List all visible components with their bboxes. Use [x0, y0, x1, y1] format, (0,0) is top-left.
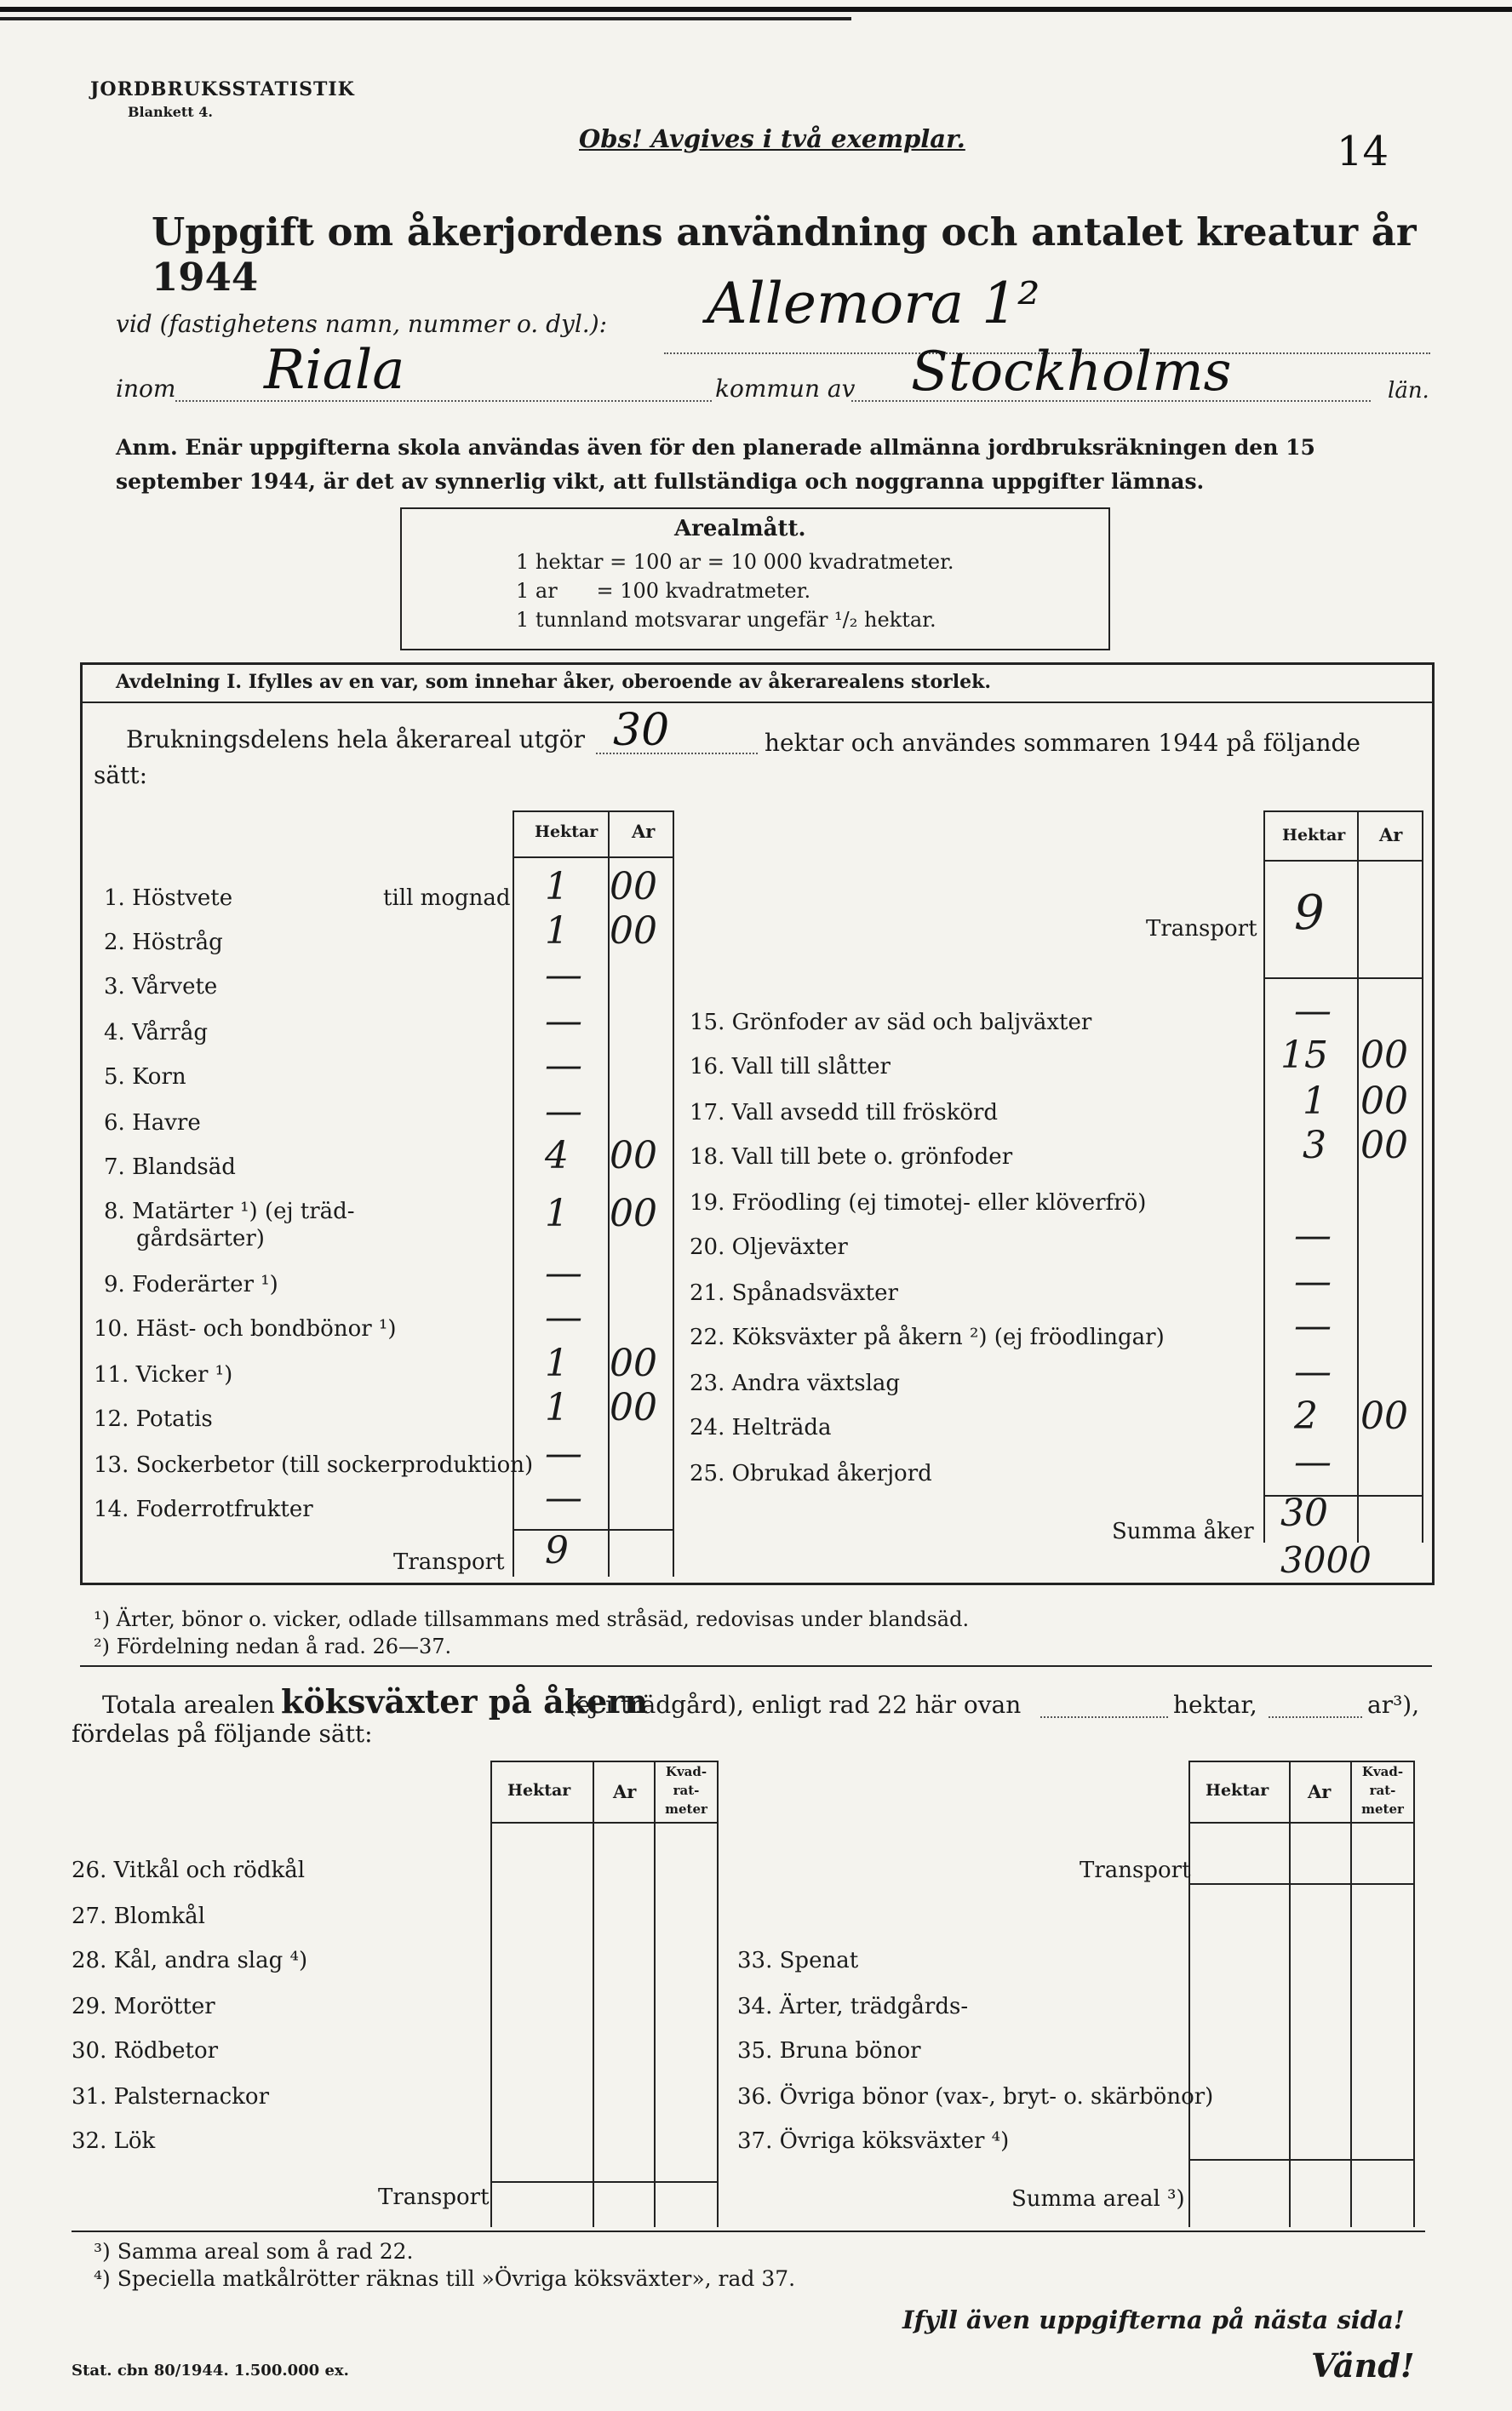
s2-summa-areal: Summa areal ³): [1011, 2186, 1185, 2212]
row-23-label: 23. Andra växtslag: [690, 1371, 901, 1396]
row-17-hektar[interactable]: 1: [1303, 1080, 1326, 1123]
row-2-ar[interactable]: 00: [610, 909, 657, 953]
left-header-rule: [513, 856, 674, 858]
row-24-hektar[interactable]: 2: [1294, 1394, 1318, 1438]
lan-label: län.: [1388, 378, 1429, 404]
left-col-hektar: Hektar: [535, 822, 598, 841]
row-9-label: 9. Foderärter ¹): [104, 1272, 278, 1297]
areal-line-3: 1 tunnland motsvarar ungefär ¹/₂ hektar.: [516, 608, 936, 632]
section-2-intro-d: ar³),: [1367, 1691, 1420, 1719]
summa-aker-label: Summa åker: [1112, 1519, 1254, 1544]
row-19-label: 19. Fröodling (ej timotej- eller klöverfrö): [690, 1190, 1147, 1216]
inom-dotline: [175, 400, 712, 402]
total-area-value[interactable]: 30: [613, 705, 670, 756]
row-33-label: 33. Spenat: [737, 1948, 859, 1973]
section-divider: [80, 1665, 1432, 1667]
s2-left-col-3: [654, 1761, 656, 2227]
row-18-hektar[interactable]: 3: [1303, 1124, 1326, 1167]
section-2-intro-b: (ej i trädgård), enligt rad 22 här ovan: [567, 1691, 1022, 1719]
vid-value[interactable]: Allemora 1²: [707, 271, 1040, 336]
right-col-hektar: Hektar: [1282, 826, 1346, 845]
row-17-ar[interactable]: 00: [1360, 1080, 1408, 1123]
row-35-label: 35. Bruna bönor: [737, 2038, 921, 2064]
row-4-label: 4. Vårråg: [104, 1020, 208, 1045]
right-top-rule: [1263, 810, 1423, 812]
row-4-hektar[interactable]: —: [545, 999, 582, 1043]
row-21-hektar[interactable]: —: [1294, 1260, 1332, 1303]
row-8-label-cont: gårdsärter): [136, 1226, 265, 1251]
row-37-label: 37. Övriga köksväxter ⁴): [737, 2128, 1010, 2154]
row-1-label: 1. Höstvete: [104, 885, 233, 911]
row-22-label: 22. Köksväxter på åkern ²) (ej fröodlingar): [690, 1325, 1165, 1350]
row-12-label: 12. Potatis: [94, 1406, 213, 1432]
row-23-hektar[interactable]: —: [1294, 1350, 1332, 1394]
s2-right-col-hektar: Hektar: [1206, 1781, 1269, 1800]
row-5-hektar[interactable]: —: [545, 1044, 582, 1087]
section-2-intro-e: fördelas på följande sätt:: [72, 1720, 373, 1748]
row-6-hektar[interactable]: —: [545, 1090, 582, 1133]
s2-right-col-1: [1188, 1761, 1190, 2227]
right-ar-right: [1422, 810, 1423, 1543]
left-top-rule: [513, 810, 674, 812]
print-info: Stat. cbn 80/1944. 1.500.000 ex.: [72, 2362, 349, 2380]
s2-right-col-2: [1289, 1761, 1291, 2227]
footnote-1: ¹) Ärter, bönor o. vicker, odlade tillsammans med stråsäd, redovisas under blandsäd.: [94, 1607, 970, 1631]
note-text: Anm. Enär uppgifterna skola användas även för den planerade allmänna jordbruksräkningen den 15 september 1944, är det av synnerlig vikt, att fullständiga och noggranna uppgifter lämnas.: [116, 435, 1315, 494]
row-3-label: 3. Vårvete: [104, 974, 218, 999]
right-transport-label: Transport: [1146, 916, 1257, 942]
right-transport-rule: [1263, 977, 1423, 979]
right-transport-value[interactable]: 9: [1294, 885, 1325, 941]
form-number: Blankett 4.: [128, 104, 213, 120]
right-hektar-ar: [1357, 810, 1359, 1543]
page-number: 14: [1337, 128, 1389, 175]
left-col-ar: Ar: [632, 821, 656, 842]
row-29-label: 29. Morötter: [72, 1994, 215, 2019]
section-2-intro-a: Totala arealen: [102, 1691, 275, 1719]
scan-edge-top: [0, 7, 1512, 12]
row-18-ar[interactable]: 00: [1360, 1124, 1408, 1167]
s2-left-col-1: [490, 1761, 492, 2227]
footnote-2: ²) Fördelning nedan å rad. 26—37.: [94, 1635, 452, 1658]
row-25-label: 25. Obrukad åkerjord: [690, 1461, 932, 1486]
section-1-intro-b: hektar och användes sommaren 1944 på följande: [765, 729, 1360, 757]
vid-label: vid (fastighetens namn, nummer o. dyl.):: [116, 310, 608, 338]
row-3-hektar[interactable]: —: [545, 954, 582, 997]
row-17-label: 17. Vall avsedd till fröskörd: [690, 1100, 999, 1125]
s2-right-summa-rule: [1188, 2159, 1415, 2161]
areal-line-2: 1 ar = 100 kvadratmeter.: [516, 579, 811, 603]
row-22-hektar[interactable]: —: [1294, 1304, 1332, 1348]
section-2-intro-c: hektar,: [1173, 1691, 1257, 1719]
row-25-hektar[interactable]: —: [1294, 1440, 1332, 1484]
section-2-ar-dotline: [1269, 1716, 1362, 1718]
row-15-label: 15. Grönfoder av säd och baljväxter: [690, 1010, 1092, 1035]
summa-aker-value[interactable]: 30: [1280, 1492, 1328, 1535]
row-20-label: 20. Oljeväxter: [690, 1234, 848, 1260]
row-6-label: 6. Havre: [104, 1110, 201, 1136]
row-5-label: 5. Korn: [104, 1064, 186, 1090]
row-31-label: 31. Palsternackor: [72, 2084, 270, 2110]
row-16-ar[interactable]: 00: [1360, 1034, 1408, 1077]
section-1-header-rule: [80, 702, 1432, 703]
section-2-intro-big: köksväxter på åkern: [281, 1682, 648, 1721]
row-24-ar[interactable]: 00: [1360, 1394, 1408, 1438]
row-11-ar[interactable]: 00: [610, 1342, 657, 1385]
row-18-label: 18. Vall till bete o. grönfoder: [690, 1144, 1013, 1170]
s2-right-col-4: [1413, 1761, 1415, 2227]
row-36-label: 36. Övriga bönor (vax-, bryt- o. skärbönor): [737, 2084, 1214, 2110]
s2-right-transport-rule: [1188, 1883, 1415, 1885]
row-11-label: 11. Vicker ¹): [94, 1362, 233, 1388]
row-15-hektar[interactable]: —: [1294, 989, 1332, 1033]
s2-right-header: [1188, 1822, 1415, 1824]
row-7-label: 7. Blandsäd: [104, 1154, 236, 1180]
s2-right-col-ar: Ar: [1308, 1781, 1332, 1802]
row-16-hektar[interactable]: 15: [1280, 1034, 1328, 1077]
row-10-label: 10. Häst- och bondbönor ¹): [94, 1316, 397, 1342]
left-ar-right: [673, 810, 674, 1577]
s2-left-col-ar: Ar: [613, 1781, 637, 1802]
row-16-label: 16. Vall till slåtter: [690, 1054, 891, 1080]
inom-value[interactable]: Riala: [264, 339, 405, 402]
s2-left-col-kvad: Kvad-rat-meter: [665, 1764, 707, 1817]
row-20-hektar[interactable]: —: [1294, 1214, 1332, 1257]
s2-right-col-kvad: Kvad-rat-meter: [1361, 1764, 1404, 1817]
row-26-label: 26. Vitkål och rödkål: [72, 1858, 306, 1883]
kommun-value[interactable]: Stockholms: [911, 341, 1232, 404]
s2-right-col-3: [1350, 1761, 1352, 2227]
section-1-title: Avdelning I. Ifylles av en var, som innehar åker, oberoende av åkerarealens storlek.: [116, 671, 992, 693]
department: JORDBRUKSSTATISTIK: [90, 78, 355, 100]
row-1-hektar[interactable]: 1: [545, 865, 569, 908]
row-13-label: 13. Sockerbetor (till sockerproduktion): [94, 1452, 534, 1478]
row-21-label: 21. Spånadsväxter: [690, 1280, 898, 1306]
row-32-label: 32. Lök: [72, 2128, 156, 2154]
row-8-ar[interactable]: 00: [610, 1192, 657, 1235]
s2-right-transport: Transport: [1080, 1858, 1191, 1883]
kommun-label: kommun av: [715, 375, 856, 403]
left-transport-rule: [513, 1529, 674, 1531]
row-12-hektar[interactable]: 1: [545, 1386, 569, 1429]
row-9-hektar[interactable]: —: [545, 1251, 582, 1295]
vand-note: Vänd!: [1311, 2346, 1415, 2385]
row-8-hektar[interactable]: 1: [545, 1192, 569, 1235]
row-34-label: 34. Ärter, trädgårds-: [737, 1994, 969, 2019]
s2-left-col-4: [717, 1761, 719, 2227]
row-11-hektar[interactable]: 1: [545, 1342, 569, 1385]
areal-box: [400, 507, 1110, 650]
inom-label: inom: [116, 375, 176, 403]
section-1-intro-c: sätt:: [94, 761, 147, 789]
row-2-hektar[interactable]: 1: [545, 909, 569, 953]
right-hektar-left: [1263, 810, 1265, 1543]
row-8-label: 8. Matärter ¹) (ej träd-: [104, 1199, 355, 1224]
ifyll-note: Ifyll även uppgifterna på nästa sida!: [902, 2305, 1405, 2334]
s2-left-col-hektar: Hektar: [507, 1781, 571, 1800]
right-header-rule: [1263, 860, 1423, 862]
areal-title: Arealmått.: [674, 516, 806, 541]
s2-left-col-2: [593, 1761, 594, 2227]
summa-aker-below[interactable]: 3000: [1280, 1539, 1372, 1581]
s2-left-header: [490, 1822, 719, 1824]
row-24-label: 24. Helträda: [690, 1415, 832, 1440]
left-transport-value[interactable]: 9: [545, 1529, 569, 1572]
section-2-hektar-dotline: [1040, 1716, 1168, 1718]
section-1-intro-a: Brukningsdelens hela åkerareal utgör: [126, 725, 586, 753]
row-7-ar[interactable]: 00: [610, 1134, 657, 1177]
row-2-label: 2. Höstråg: [104, 930, 223, 955]
left-transport-label: Transport: [393, 1549, 505, 1575]
scan-edge-line: [0, 17, 851, 20]
areal-line-1: 1 hektar = 100 ar = 10 000 kvadratmeter.: [516, 550, 954, 574]
row-14-label: 14. Foderrotfrukter: [94, 1497, 313, 1522]
row-28-label: 28. Kål, andra slag ⁴): [72, 1948, 308, 1973]
row-7-hektar[interactable]: 4: [545, 1134, 569, 1177]
footnote-4: ⁴) Speciella matkålrötter räknas till »Övriga köksväxter», rad 37.: [94, 2266, 796, 2291]
row-1-ar[interactable]: 00: [610, 865, 657, 908]
row-10-hektar[interactable]: —: [545, 1296, 582, 1339]
footnote-3: ³) Samma areal som å rad 22.: [94, 2239, 414, 2264]
obs-note: Obs! Avgives i två exemplar.: [579, 124, 965, 153]
right-col-ar: Ar: [1379, 824, 1403, 845]
page-title: Uppgift om åkerjordens användning och antalet kreatur år 1944: [152, 209, 1417, 300]
section-2-bottom-rule: [72, 2231, 1425, 2232]
row-30-label: 30. Rödbetor: [72, 2038, 219, 2064]
row-13-hektar[interactable]: —: [545, 1432, 582, 1475]
row-27-label: 27. Blomkål: [72, 1904, 205, 1929]
till-mognad: till mognad: [383, 885, 511, 911]
row-14-hektar[interactable]: —: [545, 1476, 582, 1520]
s2-left-transport-rule: [490, 2181, 719, 2183]
s2-left-transport: Transport: [378, 2185, 490, 2210]
row-12-ar[interactable]: 00: [610, 1386, 657, 1429]
